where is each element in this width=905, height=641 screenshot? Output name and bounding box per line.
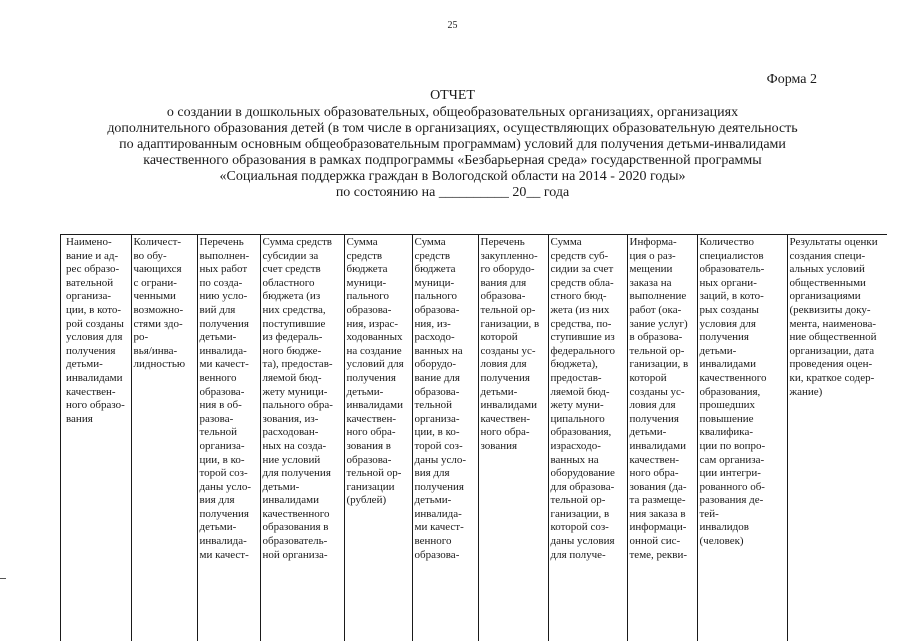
cell-text-line: мента, наименова-	[789, 317, 877, 330]
cell-text-line: нию усло-	[199, 290, 248, 303]
cell-text-line: средств суб-	[550, 249, 609, 262]
cell-text-line: образова-	[414, 548, 460, 561]
header-cell-works-list	[197, 235, 260, 641]
cell-text-line: прошедших	[699, 399, 756, 412]
cell-text-line: качественного	[262, 507, 330, 520]
cell-text-line: ных на созда-	[262, 439, 327, 452]
cell-text-line: (человек)	[699, 535, 744, 548]
cell-text-line: заций, в кото-	[699, 290, 764, 303]
cell-text-line: ных органи-	[699, 276, 757, 289]
cell-text-line: условия для	[699, 317, 756, 330]
cell-text-line: детьми-	[699, 344, 737, 357]
cell-text-line: ми качест-	[199, 548, 249, 561]
cell-text-line: рой созданы	[66, 317, 124, 330]
cell-text-line: даны условия	[550, 535, 615, 548]
cell-text-line: пального обра-	[262, 399, 333, 412]
cell-text-line: Наимено-	[66, 236, 112, 248]
cell-text-line: вания	[66, 412, 93, 425]
header-cell-order-info	[627, 235, 697, 641]
cell-text-line: бюджета	[414, 263, 456, 276]
cell-text-line: та размеще-	[629, 494, 686, 507]
cell-text-line: условий для	[346, 358, 404, 371]
cell-text-line: ние общественной	[789, 331, 877, 344]
cell-text-line: Перечень	[480, 236, 525, 248]
cell-text-line: образования в	[262, 521, 329, 534]
cell-text-line: организа-	[414, 412, 460, 425]
cell-text-line: федерального	[550, 344, 615, 357]
cell-text-line: инвалидами	[262, 494, 320, 507]
cell-text-line: получения	[199, 507, 249, 520]
cell-text-line: которой соз-	[550, 521, 609, 534]
cell-text-line: качествен-	[480, 412, 531, 425]
cell-text-line: ми качест-	[199, 358, 249, 371]
cell-text-line: зования (да-	[629, 480, 687, 493]
cell-text-line: проведения оцен-	[789, 358, 873, 371]
cell-text-line: выполнен-	[199, 249, 250, 262]
cell-text-line: рованного об-	[699, 480, 765, 493]
cell-text-line: тельной ор-	[550, 494, 606, 507]
cell-text-line: качественного	[699, 371, 767, 384]
cell-text-line: Сумма	[414, 236, 446, 248]
report-table-container	[60, 234, 887, 641]
cell-text-line: бюджета	[346, 263, 388, 276]
cell-text-line: образова-	[414, 385, 460, 398]
cell-text-line: для получения	[262, 467, 331, 480]
cell-text-line: вия для	[199, 494, 235, 507]
cell-text-line: ния заказа в	[629, 507, 686, 520]
cell-text-line: онной сис-	[629, 535, 681, 548]
cell-text-line: образования,	[550, 426, 612, 439]
cell-text-line: ловия для	[480, 358, 527, 371]
cell-text-line: качествен-	[66, 385, 116, 398]
cell-text-line: бюджета),	[550, 358, 598, 371]
cell-text-line: ния в об-	[199, 399, 242, 412]
cell-text-line: тельной	[199, 426, 237, 439]
cell-text-line: ции интегри-	[699, 467, 761, 480]
cell-text-line: которой	[629, 371, 667, 384]
cell-text-line: созданы ус-	[480, 344, 536, 357]
cell-text-line: муници-	[346, 276, 387, 289]
cell-text-line: средства, по-	[550, 317, 612, 330]
cell-text-line: Сумма средств	[262, 236, 332, 248]
cell-text-line: (реквизиты доку-	[789, 303, 871, 316]
cell-text-line: инвалидами	[346, 399, 404, 412]
cell-text-line: израсходо-	[550, 439, 601, 452]
cell-text-line: теме, рекви-	[629, 548, 688, 561]
cell-text-line: получения	[199, 317, 249, 330]
cell-text-line: чающихся	[133, 263, 182, 276]
cell-text-line: инвалидов	[699, 521, 749, 534]
cell-text-line: для получе-	[550, 548, 606, 561]
cell-text-line: вания для	[480, 276, 527, 289]
report-title: ОТЧЕТ	[430, 88, 475, 103]
cell-text-line: закупленно-	[480, 249, 538, 262]
cell-text-line: альных условий	[789, 263, 865, 276]
cell-text-line: получения	[629, 412, 679, 425]
header-cell-specialists-count	[697, 235, 787, 641]
cell-text-line: мещении	[629, 263, 673, 276]
cell-text-line: образова-	[414, 303, 460, 316]
cell-text-line: ции по вопро-	[699, 439, 766, 452]
cell-text-line: областного	[262, 276, 315, 289]
cell-text-line: субсидии за	[262, 249, 319, 262]
cell-text-line: качествен-	[346, 412, 397, 425]
cell-text-line: предостав-	[550, 371, 602, 384]
cell-text-line: ции, в кото-	[66, 303, 122, 316]
cell-text-line: ступившие из	[550, 331, 615, 344]
cell-text-line: вия для	[414, 467, 450, 480]
cell-text-line: ного обра-	[629, 467, 679, 480]
cell-text-line: инвалидами	[480, 399, 538, 412]
cell-text-line: ловия для	[629, 399, 676, 412]
cell-text-line: стями здо-	[133, 317, 183, 330]
header-cell-municipal-budget-equipment	[412, 235, 478, 641]
cell-text-line: ро-	[133, 331, 149, 344]
cell-text-line: венного	[414, 535, 452, 548]
cell-text-line: организациями	[789, 290, 861, 303]
cell-text-line: ципального	[550, 412, 605, 425]
cell-text-line: разования де-	[699, 494, 764, 507]
cell-text-line: та), предостав-	[262, 358, 333, 371]
cell-text-line: ходованных	[346, 331, 403, 344]
cell-text-line: образователь-	[699, 263, 765, 276]
cell-text-line: сам организа-	[699, 453, 765, 466]
cell-text-line: квалифика-	[699, 426, 753, 439]
header-cell-regional-subsidy-equipment	[548, 235, 627, 641]
cell-text-line: образова-	[480, 290, 526, 303]
cell-text-line: тельной	[414, 399, 452, 412]
cell-text-line: зования	[480, 439, 518, 452]
heading-line-4: качественного образования в рамках подпрограммы «Безбарьерная среда» государственной программы	[143, 153, 762, 168]
cell-text-line: пального	[414, 290, 457, 303]
margin-mark	[0, 578, 6, 579]
cell-text-line: получения	[66, 344, 116, 357]
cell-text-line: тей-	[699, 507, 719, 520]
cell-text-line: детьми-	[262, 480, 300, 493]
cell-text-line: образова-	[346, 303, 392, 316]
table-header-row	[61, 235, 887, 641]
cell-text-line: созданы ус-	[629, 385, 685, 398]
cell-text-line: возможно-	[133, 303, 184, 316]
cell-text-line: информаци-	[629, 521, 687, 534]
cell-text-line: образователь-	[262, 535, 328, 548]
cell-text-line: создания специ-	[789, 249, 866, 262]
cell-text-line: ми качест-	[414, 521, 464, 534]
header-cell-student-count	[131, 235, 197, 641]
cell-text-line: зования в	[346, 439, 391, 452]
cell-text-line: детьми-	[199, 331, 237, 344]
cell-text-line: организации, дата	[789, 344, 875, 357]
cell-text-line: ние условий	[262, 453, 321, 466]
cell-text-line: стного бюд-	[550, 290, 607, 303]
heading-line-5: «Социальная поддержка граждан в Вологодской области на 2014 - 2020 годы»	[219, 169, 686, 184]
header-cell-name-address	[61, 235, 131, 641]
cell-text-line: ния, из-	[414, 317, 451, 330]
cell-text-line: средств	[414, 249, 451, 262]
cell-text-line: по созда-	[199, 276, 243, 289]
header-cell-equipment-list	[478, 235, 548, 641]
cell-text-line: Количест-	[133, 236, 182, 248]
cell-text-line: работ (ока-	[629, 303, 682, 316]
cell-text-line: торой соз-	[199, 467, 248, 480]
cell-text-line: ного образо-	[66, 399, 125, 412]
cell-text-line: зования, из-	[262, 412, 319, 425]
cell-text-line: инвалида-	[199, 344, 247, 357]
cell-text-line: тельной ор-	[346, 467, 402, 480]
cell-text-line: средств	[346, 249, 383, 262]
cell-text-line: детьми-	[66, 358, 103, 371]
cell-text-line: детьми-	[414, 494, 452, 507]
heading-line-3: по адаптированным основным общеобразовательным программам) условий для получения детьми-инвалидами	[119, 137, 786, 152]
cell-text-line: жету муни-	[550, 399, 604, 412]
cell-text-line: во обу-	[133, 249, 167, 262]
cell-text-line: оборудование	[550, 467, 615, 480]
cell-text-line: ния, израс-	[346, 317, 398, 330]
cell-text-line: получения	[699, 331, 749, 344]
cell-text-line: ции, в ко-	[199, 453, 245, 466]
cell-text-line: Сумма	[550, 236, 582, 248]
cell-text-line: Количество	[699, 236, 755, 248]
cell-text-line: ции, в ко-	[414, 426, 460, 439]
cell-text-line: качествен-	[629, 453, 680, 466]
cell-text-line: ного обра-	[480, 426, 530, 439]
cell-text-line: ных работ	[199, 263, 248, 276]
cell-text-line: получения	[346, 371, 396, 384]
heading-line-2: дополнительного образования детей (в том числе в организациях, осуществляющих образовательную деятельность	[107, 121, 798, 136]
cell-text-line: расходован-	[262, 426, 319, 439]
cell-text-line: ляемой бюд-	[262, 371, 322, 384]
cell-text-line: торой соз-	[414, 439, 463, 452]
cell-text-line: выполнение	[629, 290, 687, 303]
cell-text-line: с ограни-	[133, 276, 177, 289]
cell-text-line: средств обла-	[550, 276, 614, 289]
cell-text-line: специалистов	[699, 249, 764, 262]
cell-text-line: ванных на	[414, 344, 463, 357]
heading-line-1: о создании в дошкольных образовательных, общеобразовательных организациях, организациях	[166, 105, 739, 120]
cell-text-line: жание)	[789, 385, 823, 398]
cell-text-line: пального	[346, 290, 389, 303]
page-number: 25	[447, 20, 458, 31]
cell-text-line: ного обра-	[346, 426, 396, 439]
cell-text-line: жета (из них	[550, 303, 610, 316]
cell-text-line: ция о раз-	[629, 249, 676, 262]
cell-text-line: сидии за счет	[550, 263, 614, 276]
report-table	[61, 235, 887, 641]
cell-text-line: инвалидами	[629, 439, 687, 452]
cell-text-line: организа-	[199, 439, 245, 452]
cell-text-line: детьми-	[199, 521, 237, 534]
cell-text-line: ного бюдже-	[262, 344, 322, 357]
cell-text-line: Результаты оценки	[789, 236, 878, 248]
cell-text-line: го оборудо-	[480, 263, 535, 276]
cell-text-line: инвалидами	[66, 371, 123, 384]
cell-text-line: вательной	[66, 276, 114, 289]
cell-text-line: тельной ор-	[629, 344, 685, 357]
cell-text-line: Перечень	[199, 236, 244, 248]
cell-text-line: условия для	[66, 331, 123, 344]
cell-text-line: образования,	[699, 385, 761, 398]
cell-text-line: ляемой бюд-	[550, 385, 610, 398]
cell-text-line: лидностью	[133, 358, 186, 371]
cell-text-line: ганизации	[346, 480, 395, 493]
cell-text-line: ванных на	[550, 453, 599, 466]
cell-text-line: получения	[414, 480, 464, 493]
cell-text-line: счет средств	[262, 263, 321, 276]
cell-text-line: разова-	[199, 412, 234, 425]
cell-text-line: рых созданы	[699, 303, 759, 316]
cell-text-line: вание и ад-	[66, 249, 119, 262]
cell-text-line: общественными	[789, 276, 866, 289]
cell-text-line: образова-	[199, 385, 245, 398]
cell-text-line: повышение	[699, 412, 754, 425]
header-cell-municipal-budget-conditions	[344, 235, 412, 641]
cell-text-line: зание услуг)	[629, 317, 688, 330]
cell-text-line: муници-	[414, 276, 455, 289]
cell-text-line: инвалида-	[199, 535, 247, 548]
cell-text-line: даны усло-	[414, 453, 467, 466]
cell-text-line: ки, краткое содер-	[789, 371, 875, 384]
cell-text-line: организа-	[66, 290, 112, 303]
cell-text-line: инвалидами	[699, 358, 757, 371]
cell-text-line: детьми-	[346, 385, 384, 398]
cell-text-line: детьми-	[629, 426, 667, 439]
heading-line-6: по состоянию на __________ 20__ года	[335, 185, 570, 200]
cell-text-line: для образова-	[550, 480, 615, 493]
cell-text-line: получения	[480, 371, 530, 384]
cell-text-line: вание для	[414, 371, 460, 384]
cell-text-line: которой	[480, 331, 518, 344]
cell-text-line: Сумма	[346, 236, 378, 248]
cell-text-line: инвалида-	[414, 507, 462, 520]
header-cell-regional-subsidy	[260, 235, 344, 641]
cell-text-line: оборудо-	[414, 358, 457, 371]
cell-text-line: ченными	[133, 290, 176, 303]
cell-text-line: образова-	[346, 453, 392, 466]
cell-text-line: из федераль-	[262, 331, 323, 344]
cell-text-line: поступившие	[262, 317, 326, 330]
cell-text-line: заказа на	[629, 276, 672, 289]
cell-text-line: ганизации, в	[550, 507, 610, 520]
report-heading	[0, 88, 905, 201]
form-label: Форма 2	[766, 72, 817, 87]
cell-text-line: вий для	[199, 303, 236, 316]
cell-text-line: них средства,	[262, 303, 326, 316]
cell-text-line: жету муници-	[262, 385, 328, 398]
cell-text-line: детьми-	[480, 385, 518, 398]
cell-text-line: бюджета (из	[262, 290, 321, 303]
cell-text-line: рес образо-	[66, 263, 120, 276]
cell-text-line: на создание	[346, 344, 402, 357]
cell-text-line: ной организа-	[262, 548, 328, 561]
cell-text-line: в образова-	[629, 331, 683, 344]
cell-text-line: Информа-	[629, 236, 677, 248]
cell-text-line: вья/инва-	[133, 344, 178, 357]
cell-text-line: ганизации, в	[629, 358, 689, 371]
cell-text-line: (рублей)	[346, 494, 387, 507]
header-cell-assessment-results	[787, 235, 887, 641]
cell-text-line: ганизации, в	[480, 317, 540, 330]
cell-text-line: расходо-	[414, 331, 455, 344]
cell-text-line: даны усло-	[199, 480, 252, 493]
cell-text-line: венного	[199, 371, 237, 384]
cell-text-line: тельной ор-	[480, 303, 536, 316]
